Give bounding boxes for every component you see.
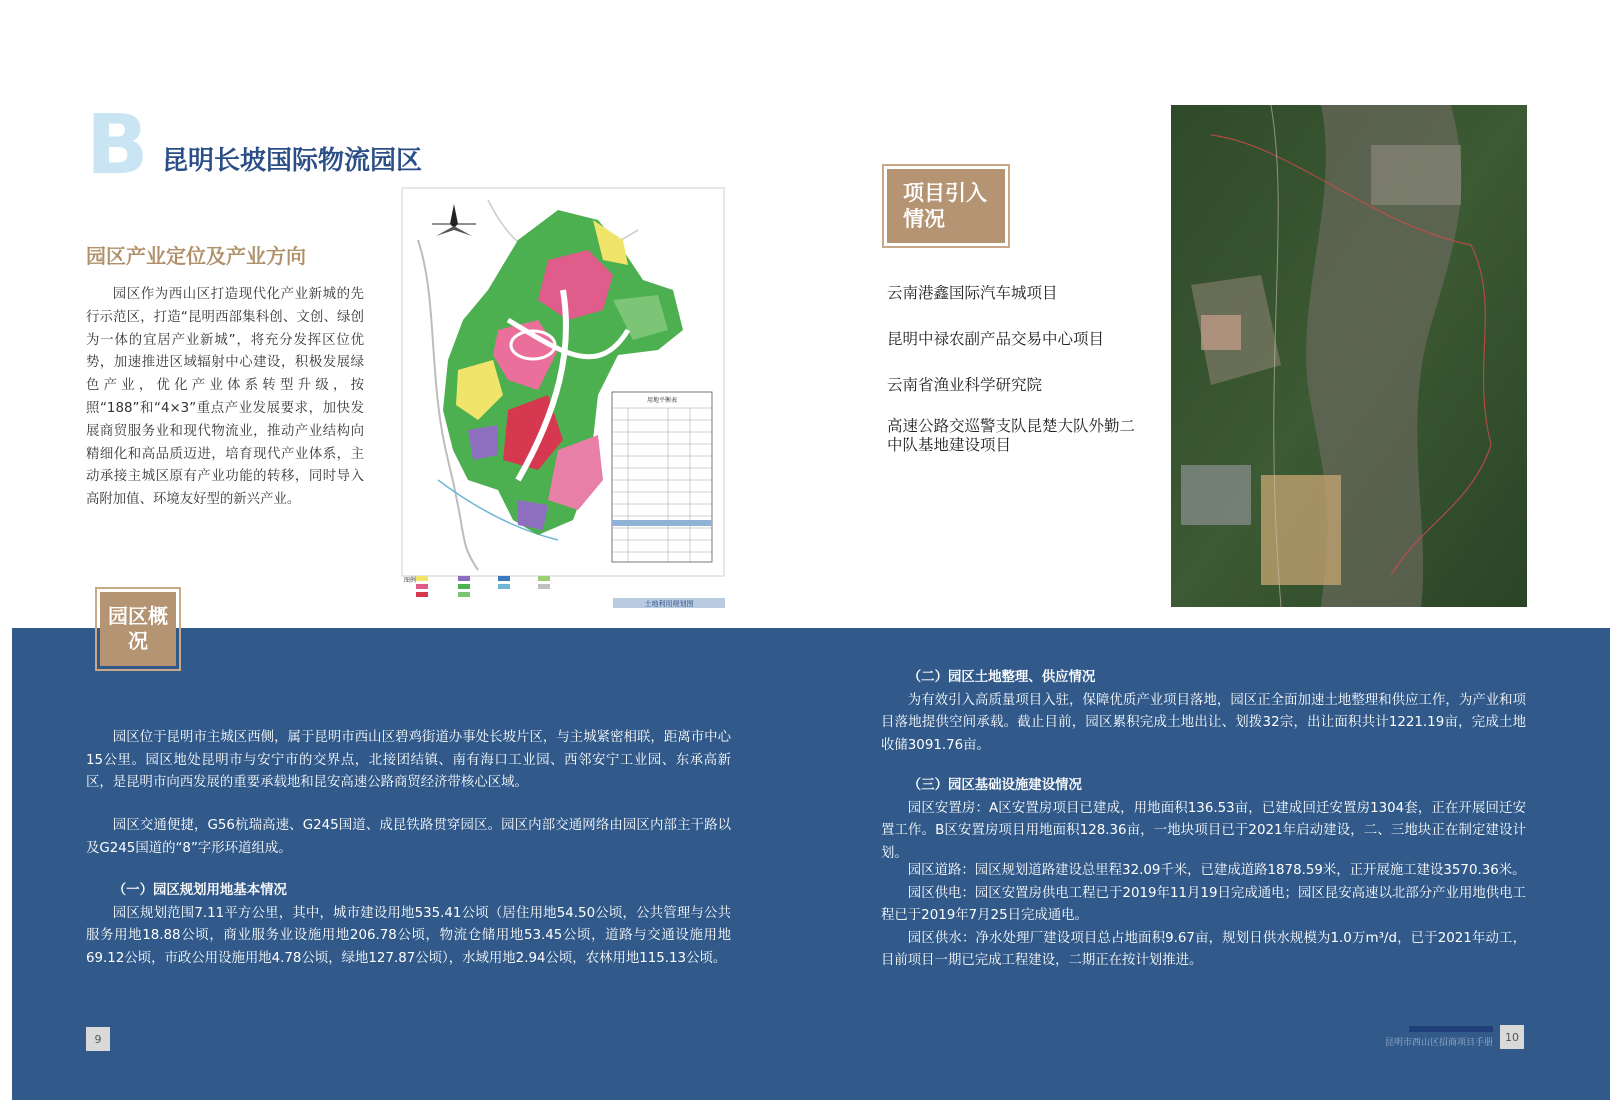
overview-utilities <box>881 860 1526 973</box>
project-list <box>887 284 1147 455</box>
page-title: 昆明长坡国际物流园区 <box>162 146 423 176</box>
overview-paragraph: 园区规划范围7.11平方公里，其中，城市建设用地535.41公顷（居住用地54.50公顷，公共管理与公共服务用地18.88公顷，商业服务业设施用地206.78公顷，物流仓储用地53.45公顷，道路与交通设施用地69.12公顷，市政公用设施用地4.78公顷，绿地127.87公顷），水域用地2.94公顷，农林用地115.13公顷。 <box>86 905 731 966</box>
overview-traffic <box>86 815 731 860</box>
subheading: （二）园区土地整理、供应情况 <box>907 670 1096 685</box>
overview-paragraph: 园区供水：净水处理厂建设项目总占地面积9.67亩，规划日供水规模为1.0万m³/d，已于2021年动工，目前项目一期已完成工程建设，二期正在按计划推进。 <box>881 930 1526 969</box>
land-use-map-graphic <box>398 180 730 610</box>
brand-text: 昆明市西山区招商项目手册 <box>1384 1038 1493 1048</box>
satellite-image-graphic <box>1171 105 1527 607</box>
overview-heading: 园区概况 <box>100 592 176 666</box>
overview-paragraph: 园区交通便捷，G56杭瑞高速、G245国道、成昆铁路贯穿园区。园区内部交通网络由园区内部主干路以及G245国道的“8”字形环道组成。 <box>86 818 731 856</box>
overview-paragraph: 园区安置房：A区安置房项目已建成，用地面积136.53亩，已建成回迁安置房1304套，正在开展回迁安置工作。B区安置房项目用地面积128.36亩，一地块项目已于2021年启动建设，二、三地块正在制定建设计划。 <box>881 800 1526 861</box>
section-letter: B <box>86 98 147 193</box>
overview-paragraph: 园区供电：园区安置房供电工程已于2019年11月19日完成通电；园区昆安高速以北部分产业用地供电工程已于2019年7月25日完成通电。 <box>881 885 1526 924</box>
list-item: 高速公路交巡警支队昆楚大队外勤二中队基地建设项目 <box>887 417 1136 454</box>
subheading: （三）园区基础设施建设情况 <box>907 778 1082 793</box>
overview-land-supply <box>881 667 1526 757</box>
footer-brand <box>1360 1026 1493 1048</box>
overview-land-plan <box>86 880 731 970</box>
table-title: 用地平衡表 <box>646 397 678 404</box>
positioning-text <box>86 284 364 512</box>
overview-paragraph: 园区道路：园区规划道路建设总里程32.09千米，已建成道路1878.59米，正开展施工建设3570.36米。 <box>907 863 1526 878</box>
map-caption: 土地利用规划图 <box>644 600 694 608</box>
list-item: 昆明中禄农副产品交易中心项目 <box>887 330 1105 348</box>
satellite-image <box>1171 105 1527 607</box>
overview-paragraph: 园区位于昆明市主城区西侧，属于昆明市西山区碧鸡街道办事处长坡片区，与主城紧密相联，距离市中心15公里。园区地处昆明市与安宁市的交界点，北接团结镇、南有海口工业园、西邻安宁工业园、东承高新区，是昆明市向西发展的重要承载地和昆安高速公路商贸经济带核心区域。 <box>86 730 731 791</box>
legend-label: 图例 <box>404 577 417 584</box>
subheading: （一）园区规划用地基本情况 <box>112 883 287 898</box>
land-use-map <box>398 180 730 610</box>
page-number-right: 10 <box>1500 1025 1524 1049</box>
projects-heading: 项目引入情况 <box>887 169 1005 243</box>
overview-paragraph: 为有效引入高质量项目入驻，保障优质产业项目落地，园区正全面加速土地整理和供应工作，为产业和项目落地提供空间承载。截止目前，园区累积完成土地出让、划拨32宗，出让面积共计1221.19亩，完成土地收储3091.76亩。 <box>881 692 1526 753</box>
overview-location <box>86 727 731 795</box>
overview-infrastructure <box>881 775 1526 865</box>
page-number-left: 9 <box>86 1027 110 1051</box>
positioning-paragraph: 园区作为西山区打造现代化产业新城的先行示范区，打造“昆明西部集科创、文创、绿创为一体的宜居产业新城”，将充分发挥区位优势，加速推进区域辐射中心建设，积极发展绿色产业，优化产业体系转型升级，按照“188”和“4×3”重点产业发展要求，加快发展商贸服务业和现代物流业，推动产业结构向精细化和高品质迈进，培育现代产业体系，主动承接主城区原有产业功能的转移，同时导入高附加值、环境友好型的新兴产业。 <box>86 287 364 508</box>
positioning-heading: 园区产业定位及产业方向 <box>86 244 306 268</box>
brand-logo <box>1409 1026 1493 1032</box>
list-item: 云南省渔业科学研究院 <box>887 376 1043 394</box>
list-item: 云南港鑫国际汽车城项目 <box>887 284 1058 302</box>
